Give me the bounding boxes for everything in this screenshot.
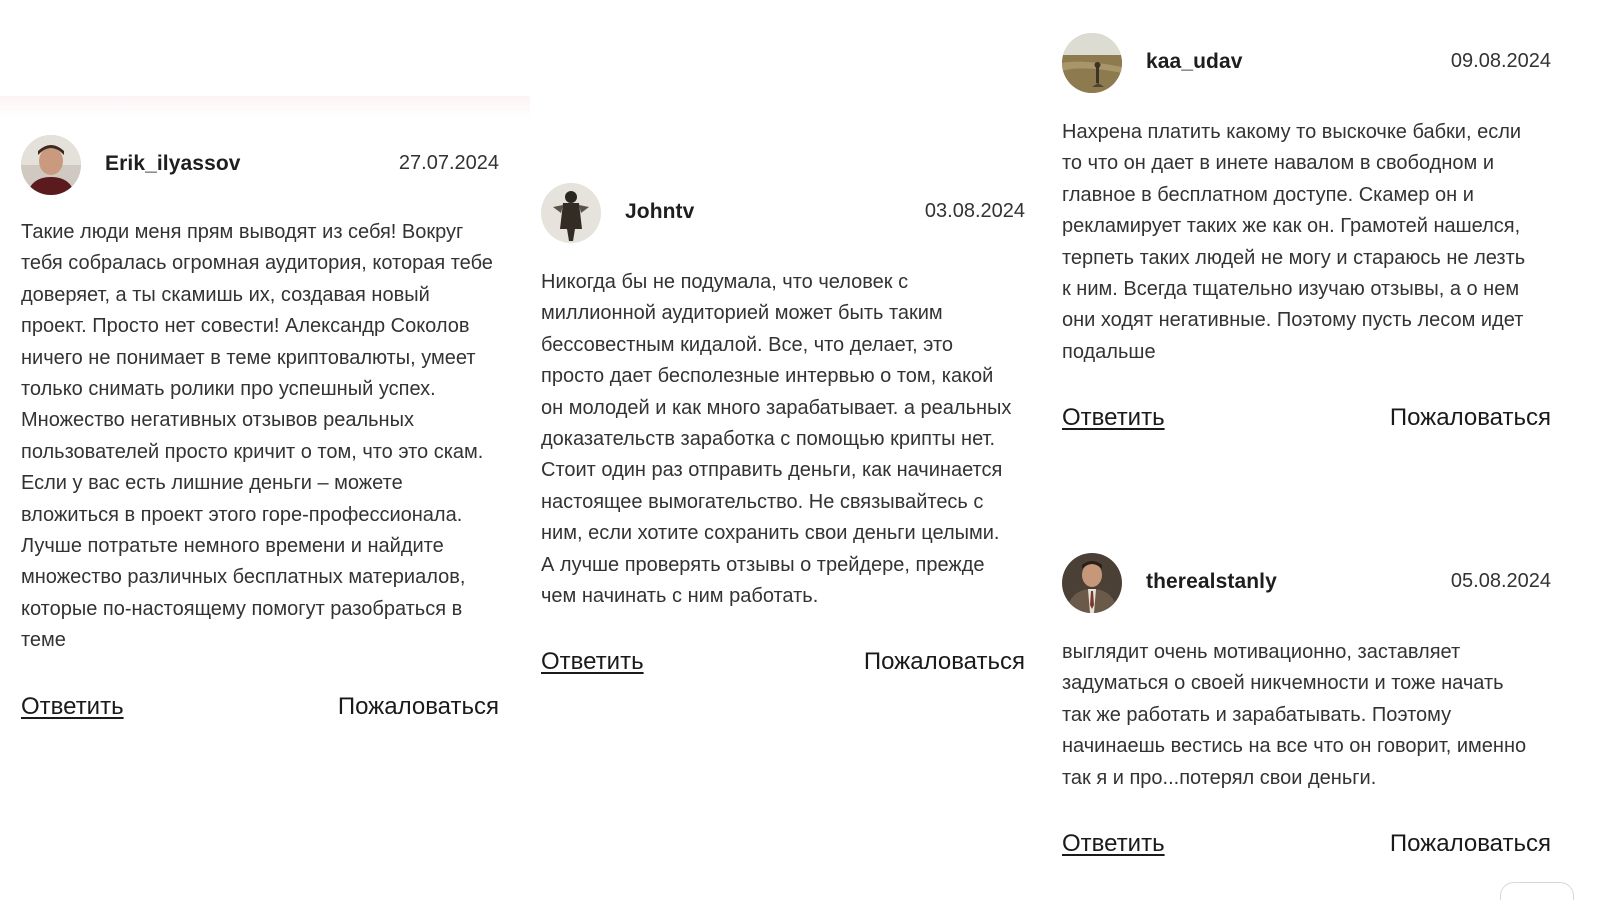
review-text-line: Множество негативных отзывов реальных [21,409,414,432]
review-card [1062,553,1551,862]
review-text-line: доверяет, а ты скамишь их, создавая новый [21,283,430,306]
report-button[interactable]: Пожаловаться [1389,830,1551,858]
review-actions [541,648,1025,680]
review-text [1062,637,1551,794]
review-text-line: они ходят негативные. Поэтому пусть лесом идет [1062,309,1524,332]
review-text-line: главное в бесплатном доступе. Скамер он и [1062,183,1474,206]
review-text-line: так я и про...потерял свои деньги. [1062,766,1377,789]
review-text-line: которые по-настоящему помогут разобраться в [21,597,463,620]
header-shadow [0,96,530,118]
floating-widget[interactable] [1500,882,1574,900]
reply-link[interactable]: Ответить [1062,830,1165,858]
review-text-line: А лучше проверять отзывы о трейдере, прежде [541,553,985,576]
review-text-line: Никогда бы не подумала, что человек с [541,271,909,293]
review-card [541,183,1025,680]
review-header [1062,553,1551,613]
report-button[interactable]: Пожаловаться [1389,404,1551,432]
review-date: 27.07.2024 [398,152,499,174]
username[interactable]: kaa_udav [1146,50,1243,73]
review-text-line: Нахрена платить какому то выскочке бабки, если [1062,121,1522,143]
review-text-line: Лучше потратьте немного времени и найдите [21,535,444,558]
review-date: 09.08.2024 [1450,50,1551,72]
report-button[interactable]: Пожаловаться [863,648,1025,676]
review-text-line: подальше [1062,340,1156,363]
review-text-line: Если у вас есть лишние деньги – можете [21,472,403,495]
review-actions [1062,830,1551,862]
review-text-line: теме [21,629,66,652]
review-text-line: выглядит очень мотивационно, заставляет [1062,641,1461,663]
review-actions [21,693,499,725]
user-photo-man-in-suit-icon[interactable] [1062,553,1122,613]
review-header [541,183,1025,243]
review-text-line: задуматься о своей никчемности и тоже начать [1062,672,1504,695]
review-date: 03.08.2024 [924,200,1025,222]
review-text-line: пользователей просто кричит о том, что это скам. [21,440,484,463]
review-text-line: к ним. Всегда тщательно изучаю отзывы, а о нем [1062,278,1520,301]
review-text [21,217,499,657]
review-text-line: Такие люди меня прям выводят из себя! Вокруг [21,221,464,243]
review-text-line: ним, если хотите сохранить свои деньги целыми. [541,522,1000,545]
review-text-line: он молодей и как много зарабатывает. а реальных [541,396,1012,419]
review-text-line: так же работать и зарабатывать. Поэтому [1062,703,1452,726]
review-text-line: миллионной аудиторией может быть таким [541,302,943,325]
review-text-line: Стоит один раз отправить деньги, как начинается [541,459,1003,482]
review-header [21,135,499,195]
review-text-line: только снимать ролики про успешный успех. [21,378,436,401]
username[interactable]: Johntv [625,200,695,223]
review-text-line: бессовестным кидалой. Все, что делает, это [541,333,954,356]
report-button[interactable]: Пожаловаться [337,692,499,720]
review-header [1062,33,1551,93]
review-text-line: доказательств заработка с помощью крипты нет. [541,428,996,451]
review-text-line: ничего не понимает в теме криптовалюты, умеет [21,346,476,369]
review-text-line: начинаешь вестись на все что он говорит, именно [1062,735,1527,758]
review-text [1062,117,1551,368]
user-photo-young-man-icon[interactable] [21,135,81,195]
reply-link[interactable]: Ответить [1062,404,1165,432]
review-text-line: терпеть таких людей не могу и стараюсь не лезть [1062,246,1526,269]
user-photo-figure-icon[interactable] [541,183,601,243]
reply-link[interactable]: Ответить [21,692,124,720]
review-text [541,267,1025,612]
review-date: 05.08.2024 [1450,570,1551,592]
review-text-line: то что он дает в инете навалом в свободном и [1062,152,1494,175]
review-text-line: просто дает бесполезные интервью о том, какой [541,365,994,388]
review-text-line: вложиться в проект этого горе-профессионала. [21,503,463,526]
review-text-line: чем начинать с ним работать. [541,585,819,608]
review-text-line: рекламирует таких же как он. Грамотей нашелся, [1062,215,1521,238]
review-text-line: настоящее вымогательство. Не связывайтесь с [541,490,984,513]
review-actions [1062,404,1551,436]
review-text-line: тебя собралась огромная аудитория, которая тебе [21,252,493,275]
review-text-line: проект. Просто нет совести! Александр Соколов [21,315,470,338]
username[interactable]: therealstanly [1146,570,1277,593]
user-photo-landscape-icon[interactable] [1062,33,1122,93]
reply-link[interactable]: Ответить [541,648,644,676]
review-text-line: множество различных бесплатных материалов, [21,566,466,589]
review-card [1062,33,1551,436]
review-card [21,135,499,725]
username[interactable]: Erik_ilyassov [105,152,241,175]
